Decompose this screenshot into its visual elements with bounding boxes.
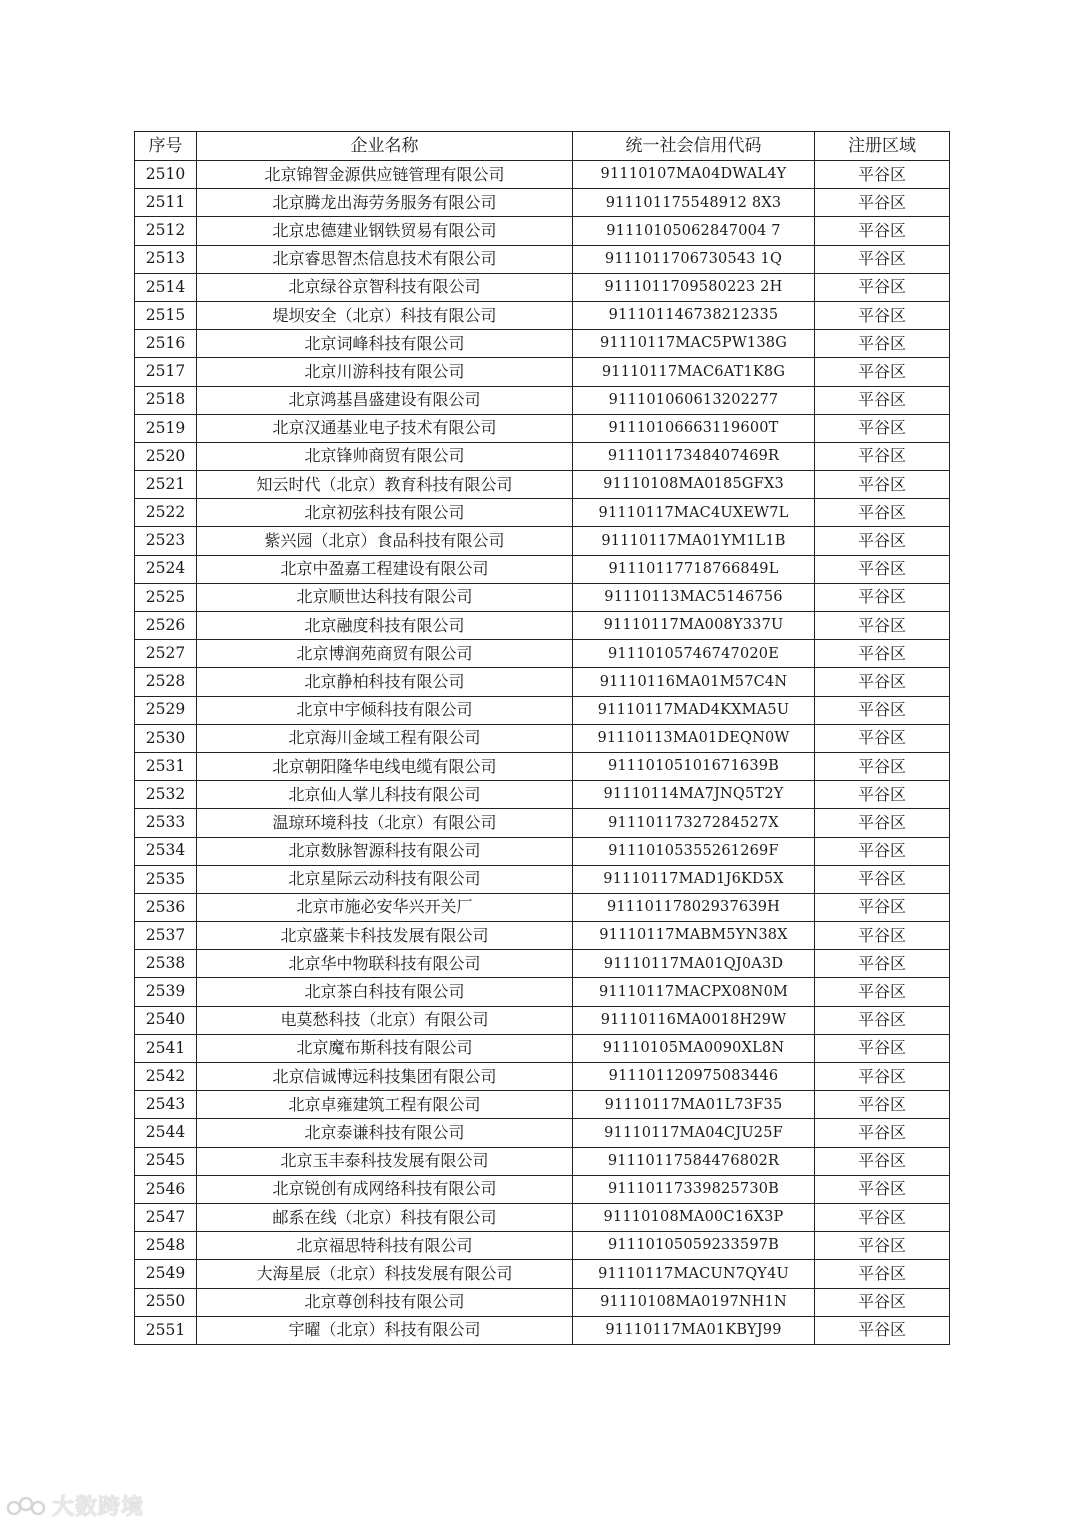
cell-credit-code: 91110117MAD1J6KD5X bbox=[573, 865, 815, 893]
table-row bbox=[135, 809, 950, 837]
table-row bbox=[135, 1232, 950, 1260]
cell-region: 平谷区 bbox=[815, 583, 950, 611]
cell-credit-code: 91110105746747020E bbox=[573, 640, 815, 668]
cell-index: 2550 bbox=[135, 1288, 197, 1316]
cell-credit-code: 91110117MA04CJU25F bbox=[573, 1119, 815, 1147]
cell-region: 平谷区 bbox=[815, 668, 950, 696]
cell-region: 平谷区 bbox=[815, 950, 950, 978]
cell-company-name: 北京初弦科技有限公司 bbox=[197, 499, 573, 527]
cell-index: 2528 bbox=[135, 668, 197, 696]
cell-region: 平谷区 bbox=[815, 1063, 950, 1091]
cell-region: 平谷区 bbox=[815, 273, 950, 301]
cell-index: 2514 bbox=[135, 273, 197, 301]
cell-region: 平谷区 bbox=[815, 245, 950, 273]
cell-company-name: 北京魔布斯科技有限公司 bbox=[197, 1034, 573, 1062]
cell-index: 2537 bbox=[135, 922, 197, 950]
cell-index: 2541 bbox=[135, 1034, 197, 1062]
cell-region: 平谷区 bbox=[815, 386, 950, 414]
cell-region: 平谷区 bbox=[815, 1232, 950, 1260]
cell-index: 2536 bbox=[135, 893, 197, 921]
cell-credit-code: 91110113MA01DEQN0W bbox=[573, 724, 815, 752]
cell-index: 2518 bbox=[135, 386, 197, 414]
cell-region: 平谷区 bbox=[815, 1175, 950, 1203]
cell-index: 2533 bbox=[135, 809, 197, 837]
header-index: 序号 bbox=[135, 132, 197, 161]
header-credit-code: 统一社会信用代码 bbox=[573, 132, 815, 161]
table-row bbox=[135, 161, 950, 189]
cell-credit-code: 91110114MA7JNQ5T2Y bbox=[573, 781, 815, 809]
cell-index: 2529 bbox=[135, 696, 197, 724]
header-company-name: 企业名称 bbox=[197, 132, 573, 161]
cell-index: 2527 bbox=[135, 640, 197, 668]
table-header-row bbox=[135, 132, 950, 161]
cell-company-name: 北京汉通基业电子技术有限公司 bbox=[197, 414, 573, 442]
cell-index: 2511 bbox=[135, 189, 197, 217]
cell-credit-code: 91110106663119600T bbox=[573, 414, 815, 442]
cell-credit-code: 91110105355261269F bbox=[573, 837, 815, 865]
cell-region: 平谷区 bbox=[815, 724, 950, 752]
cell-company-name: 宇曜（北京）科技有限公司 bbox=[197, 1316, 573, 1344]
cell-company-name: 北京盛莱卡科技发展有限公司 bbox=[197, 922, 573, 950]
cell-index: 2544 bbox=[135, 1119, 197, 1147]
cell-region: 平谷区 bbox=[815, 358, 950, 386]
cell-region: 平谷区 bbox=[815, 1288, 950, 1316]
cell-index: 2530 bbox=[135, 724, 197, 752]
cell-index: 2524 bbox=[135, 555, 197, 583]
cell-region: 平谷区 bbox=[815, 1260, 950, 1288]
cell-region: 平谷区 bbox=[815, 555, 950, 583]
cell-credit-code: 91110113MAC5146756 bbox=[573, 583, 815, 611]
cell-region: 平谷区 bbox=[815, 414, 950, 442]
cell-region: 平谷区 bbox=[815, 527, 950, 555]
table-row bbox=[135, 781, 950, 809]
cell-index: 2546 bbox=[135, 1175, 197, 1203]
cell-region: 平谷区 bbox=[815, 978, 950, 1006]
table-row bbox=[135, 640, 950, 668]
cell-company-name: 北京泰谦科技有限公司 bbox=[197, 1119, 573, 1147]
cell-credit-code: 911101060613202277 bbox=[573, 386, 815, 414]
cell-credit-code: 9111011706730543 1Q bbox=[573, 245, 815, 273]
cell-region: 平谷区 bbox=[815, 865, 950, 893]
cell-region: 平谷区 bbox=[815, 1091, 950, 1119]
cell-index: 2540 bbox=[135, 1006, 197, 1034]
table-row bbox=[135, 1316, 950, 1344]
cell-credit-code: 911101146738212335 bbox=[573, 301, 815, 329]
table-row bbox=[135, 1091, 950, 1119]
cell-credit-code: 911101175548912 8X3 bbox=[573, 189, 815, 217]
table-row bbox=[135, 1288, 950, 1316]
cell-region: 平谷区 bbox=[815, 1203, 950, 1231]
cell-index: 2523 bbox=[135, 527, 197, 555]
cell-credit-code: 91110105062847004 7 bbox=[573, 217, 815, 245]
cell-index: 2545 bbox=[135, 1147, 197, 1175]
company-list-table-container bbox=[134, 131, 949, 1345]
cell-index: 2525 bbox=[135, 583, 197, 611]
cell-index: 2510 bbox=[135, 161, 197, 189]
table-row bbox=[135, 386, 950, 414]
table-row bbox=[135, 245, 950, 273]
cell-company-name: 北京忠德建业钢铁贸易有限公司 bbox=[197, 217, 573, 245]
cell-region: 平谷区 bbox=[815, 612, 950, 640]
cell-company-name: 温琼环境科技（北京）有限公司 bbox=[197, 809, 573, 837]
cell-credit-code: 91110105059233597B bbox=[573, 1232, 815, 1260]
cell-company-name: 邮系在线（北京）科技有限公司 bbox=[197, 1203, 573, 1231]
cell-company-name: 北京海川金域工程有限公司 bbox=[197, 724, 573, 752]
cell-credit-code: 91110117MAC4UXEW7L bbox=[573, 499, 815, 527]
cell-company-name: 北京博润苑商贸有限公司 bbox=[197, 640, 573, 668]
cell-index: 2549 bbox=[135, 1260, 197, 1288]
cell-company-name: 北京星际云动科技有限公司 bbox=[197, 865, 573, 893]
table-row bbox=[135, 865, 950, 893]
cell-credit-code: 91110117584476802R bbox=[573, 1147, 815, 1175]
table-row bbox=[135, 414, 950, 442]
table-row bbox=[135, 1006, 950, 1034]
watermark-logo-icon bbox=[6, 1494, 46, 1518]
cell-company-name: 知云时代（北京）教育科技有限公司 bbox=[197, 471, 573, 499]
table-row bbox=[135, 668, 950, 696]
cell-credit-code: 91110117MAC5PW138G bbox=[573, 330, 815, 358]
cell-company-name: 北京中宇倾科技有限公司 bbox=[197, 696, 573, 724]
cell-index: 2543 bbox=[135, 1091, 197, 1119]
cell-credit-code: 91110117MA008Y337U bbox=[573, 612, 815, 640]
cell-index: 2515 bbox=[135, 301, 197, 329]
cell-index: 2531 bbox=[135, 752, 197, 780]
cell-company-name: 北京尊创科技有限公司 bbox=[197, 1288, 573, 1316]
cell-credit-code: 91110117327284527X bbox=[573, 809, 815, 837]
cell-company-name: 北京鸿基昌盛建设有限公司 bbox=[197, 386, 573, 414]
cell-region: 平谷区 bbox=[815, 752, 950, 780]
cell-index: 2547 bbox=[135, 1203, 197, 1231]
table-row bbox=[135, 1260, 950, 1288]
table-row bbox=[135, 696, 950, 724]
table-row bbox=[135, 555, 950, 583]
cell-company-name: 北京顺世达科技有限公司 bbox=[197, 583, 573, 611]
cell-credit-code: 91110117MA01L73F35 bbox=[573, 1091, 815, 1119]
cell-company-name: 北京静柏科技有限公司 bbox=[197, 668, 573, 696]
cell-credit-code: 91110117718766849L bbox=[573, 555, 815, 583]
table-row bbox=[135, 358, 950, 386]
cell-company-name: 北京数脉智源科技有限公司 bbox=[197, 837, 573, 865]
cell-company-name: 电莫愁科技（北京）有限公司 bbox=[197, 1006, 573, 1034]
cell-company-name: 紫兴园（北京）食品科技有限公司 bbox=[197, 527, 573, 555]
watermark-text: 大数跨境 bbox=[52, 1495, 145, 1520]
cell-credit-code: 911101120975083446 bbox=[573, 1063, 815, 1091]
cell-company-name: 北京词峰科技有限公司 bbox=[197, 330, 573, 358]
company-list-table bbox=[134, 131, 950, 1345]
cell-credit-code: 9111011709580223 2H bbox=[573, 273, 815, 301]
cell-credit-code: 91110116MA01M57C4N bbox=[573, 668, 815, 696]
table-row bbox=[135, 471, 950, 499]
table-row bbox=[135, 301, 950, 329]
cell-credit-code: 91110117MACPX08N0M bbox=[573, 978, 815, 1006]
table-row bbox=[135, 442, 950, 470]
cell-credit-code: 91110108MA0185GFX3 bbox=[573, 471, 815, 499]
cell-credit-code: 91110107MA04DWAL4Y bbox=[573, 161, 815, 189]
cell-company-name: 堤坝安全（北京）科技有限公司 bbox=[197, 301, 573, 329]
cell-index: 2534 bbox=[135, 837, 197, 865]
cell-index: 2522 bbox=[135, 499, 197, 527]
cell-index: 2526 bbox=[135, 612, 197, 640]
cell-region: 平谷区 bbox=[815, 1316, 950, 1344]
cell-company-name: 北京华中物联科技有限公司 bbox=[197, 950, 573, 978]
table-row bbox=[135, 724, 950, 752]
table-row bbox=[135, 612, 950, 640]
table-row bbox=[135, 893, 950, 921]
table-row bbox=[135, 1203, 950, 1231]
cell-company-name: 北京锦智金源供应链管理有限公司 bbox=[197, 161, 573, 189]
table-row bbox=[135, 527, 950, 555]
cell-credit-code: 91110117MA01YM1L1B bbox=[573, 527, 815, 555]
cell-index: 2551 bbox=[135, 1316, 197, 1344]
cell-company-name: 北京腾龙出海劳务服务有限公司 bbox=[197, 189, 573, 217]
cell-credit-code: 91110105MA0090XL8N bbox=[573, 1034, 815, 1062]
cell-region: 平谷区 bbox=[815, 471, 950, 499]
cell-company-name: 北京玉丰泰科技发展有限公司 bbox=[197, 1147, 573, 1175]
cell-company-name: 北京茶白科技有限公司 bbox=[197, 978, 573, 1006]
cell-credit-code: 91110117802937639H bbox=[573, 893, 815, 921]
cell-region: 平谷区 bbox=[815, 442, 950, 470]
cell-region: 平谷区 bbox=[815, 1006, 950, 1034]
cell-index: 2517 bbox=[135, 358, 197, 386]
cell-region: 平谷区 bbox=[815, 189, 950, 217]
table-row bbox=[135, 1175, 950, 1203]
table-row bbox=[135, 217, 950, 245]
table-row bbox=[135, 978, 950, 1006]
cell-index: 2519 bbox=[135, 414, 197, 442]
cell-index: 2521 bbox=[135, 471, 197, 499]
cell-company-name: 北京朝阳隆华电线电缆有限公司 bbox=[197, 752, 573, 780]
cell-credit-code: 91110117MABM5YN38X bbox=[573, 922, 815, 950]
cell-region: 平谷区 bbox=[815, 922, 950, 950]
table-row bbox=[135, 499, 950, 527]
cell-credit-code: 91110108MA00C16X3P bbox=[573, 1203, 815, 1231]
cell-index: 2539 bbox=[135, 978, 197, 1006]
cell-credit-code: 91110117MA01QJ0A3D bbox=[573, 950, 815, 978]
cell-region: 平谷区 bbox=[815, 1119, 950, 1147]
cell-company-name: 北京中盈嘉工程建设有限公司 bbox=[197, 555, 573, 583]
cell-index: 2535 bbox=[135, 865, 197, 893]
cell-index: 2542 bbox=[135, 1063, 197, 1091]
cell-region: 平谷区 bbox=[815, 301, 950, 329]
cell-region: 平谷区 bbox=[815, 809, 950, 837]
cell-credit-code: 91110117339825730B bbox=[573, 1175, 815, 1203]
table-row bbox=[135, 922, 950, 950]
cell-credit-code: 91110117348407469R bbox=[573, 442, 815, 470]
cell-region: 平谷区 bbox=[815, 893, 950, 921]
cell-company-name: 北京信诚博远科技集团有限公司 bbox=[197, 1063, 573, 1091]
cell-company-name: 北京福思特科技有限公司 bbox=[197, 1232, 573, 1260]
table-row bbox=[135, 752, 950, 780]
cell-region: 平谷区 bbox=[815, 330, 950, 358]
cell-index: 2513 bbox=[135, 245, 197, 273]
cell-region: 平谷区 bbox=[815, 1034, 950, 1062]
cell-region: 平谷区 bbox=[815, 781, 950, 809]
cell-region: 平谷区 bbox=[815, 217, 950, 245]
cell-region: 平谷区 bbox=[815, 161, 950, 189]
cell-company-name: 北京川游科技有限公司 bbox=[197, 358, 573, 386]
cell-company-name: 北京绿谷京智科技有限公司 bbox=[197, 273, 573, 301]
table-row bbox=[135, 583, 950, 611]
cell-region: 平谷区 bbox=[815, 1147, 950, 1175]
cell-index: 2512 bbox=[135, 217, 197, 245]
cell-index: 2516 bbox=[135, 330, 197, 358]
cell-region: 平谷区 bbox=[815, 837, 950, 865]
cell-index: 2538 bbox=[135, 950, 197, 978]
table-row bbox=[135, 189, 950, 217]
cell-company-name: 北京卓雍建筑工程有限公司 bbox=[197, 1091, 573, 1119]
cell-index: 2520 bbox=[135, 442, 197, 470]
table-row bbox=[135, 1119, 950, 1147]
cell-index: 2548 bbox=[135, 1232, 197, 1260]
table-row bbox=[135, 1034, 950, 1062]
cell-index: 2532 bbox=[135, 781, 197, 809]
table-row bbox=[135, 950, 950, 978]
table-row bbox=[135, 273, 950, 301]
cell-region: 平谷区 bbox=[815, 696, 950, 724]
table-row bbox=[135, 837, 950, 865]
table-row bbox=[135, 330, 950, 358]
cell-company-name: 北京锋帅商贸有限公司 bbox=[197, 442, 573, 470]
header-region: 注册区域 bbox=[815, 132, 950, 161]
cell-region: 平谷区 bbox=[815, 640, 950, 668]
table-row bbox=[135, 1063, 950, 1091]
cell-company-name: 北京市施必安华兴开关厂 bbox=[197, 893, 573, 921]
cell-company-name: 北京睿思智杰信息技术有限公司 bbox=[197, 245, 573, 273]
cell-credit-code: 91110116MA0018H29W bbox=[573, 1006, 815, 1034]
cell-company-name: 大海星辰（北京）科技发展有限公司 bbox=[197, 1260, 573, 1288]
watermark bbox=[6, 1490, 144, 1521]
cell-credit-code: 91110117MA01KBYJ99 bbox=[573, 1316, 815, 1344]
table-row bbox=[135, 1147, 950, 1175]
cell-credit-code: 91110117MACUN7QY4U bbox=[573, 1260, 815, 1288]
cell-credit-code: 91110108MA0197NH1N bbox=[573, 1288, 815, 1316]
cell-company-name: 北京锐创有成网络科技有限公司 bbox=[197, 1175, 573, 1203]
cell-region: 平谷区 bbox=[815, 499, 950, 527]
cell-company-name: 北京仙人掌儿科技有限公司 bbox=[197, 781, 573, 809]
cell-credit-code: 91110117MAC6AT1K8G bbox=[573, 358, 815, 386]
cell-credit-code: 91110117MAD4KXMA5U bbox=[573, 696, 815, 724]
cell-credit-code: 91110105101671639B bbox=[573, 752, 815, 780]
cell-company-name: 北京融度科技有限公司 bbox=[197, 612, 573, 640]
